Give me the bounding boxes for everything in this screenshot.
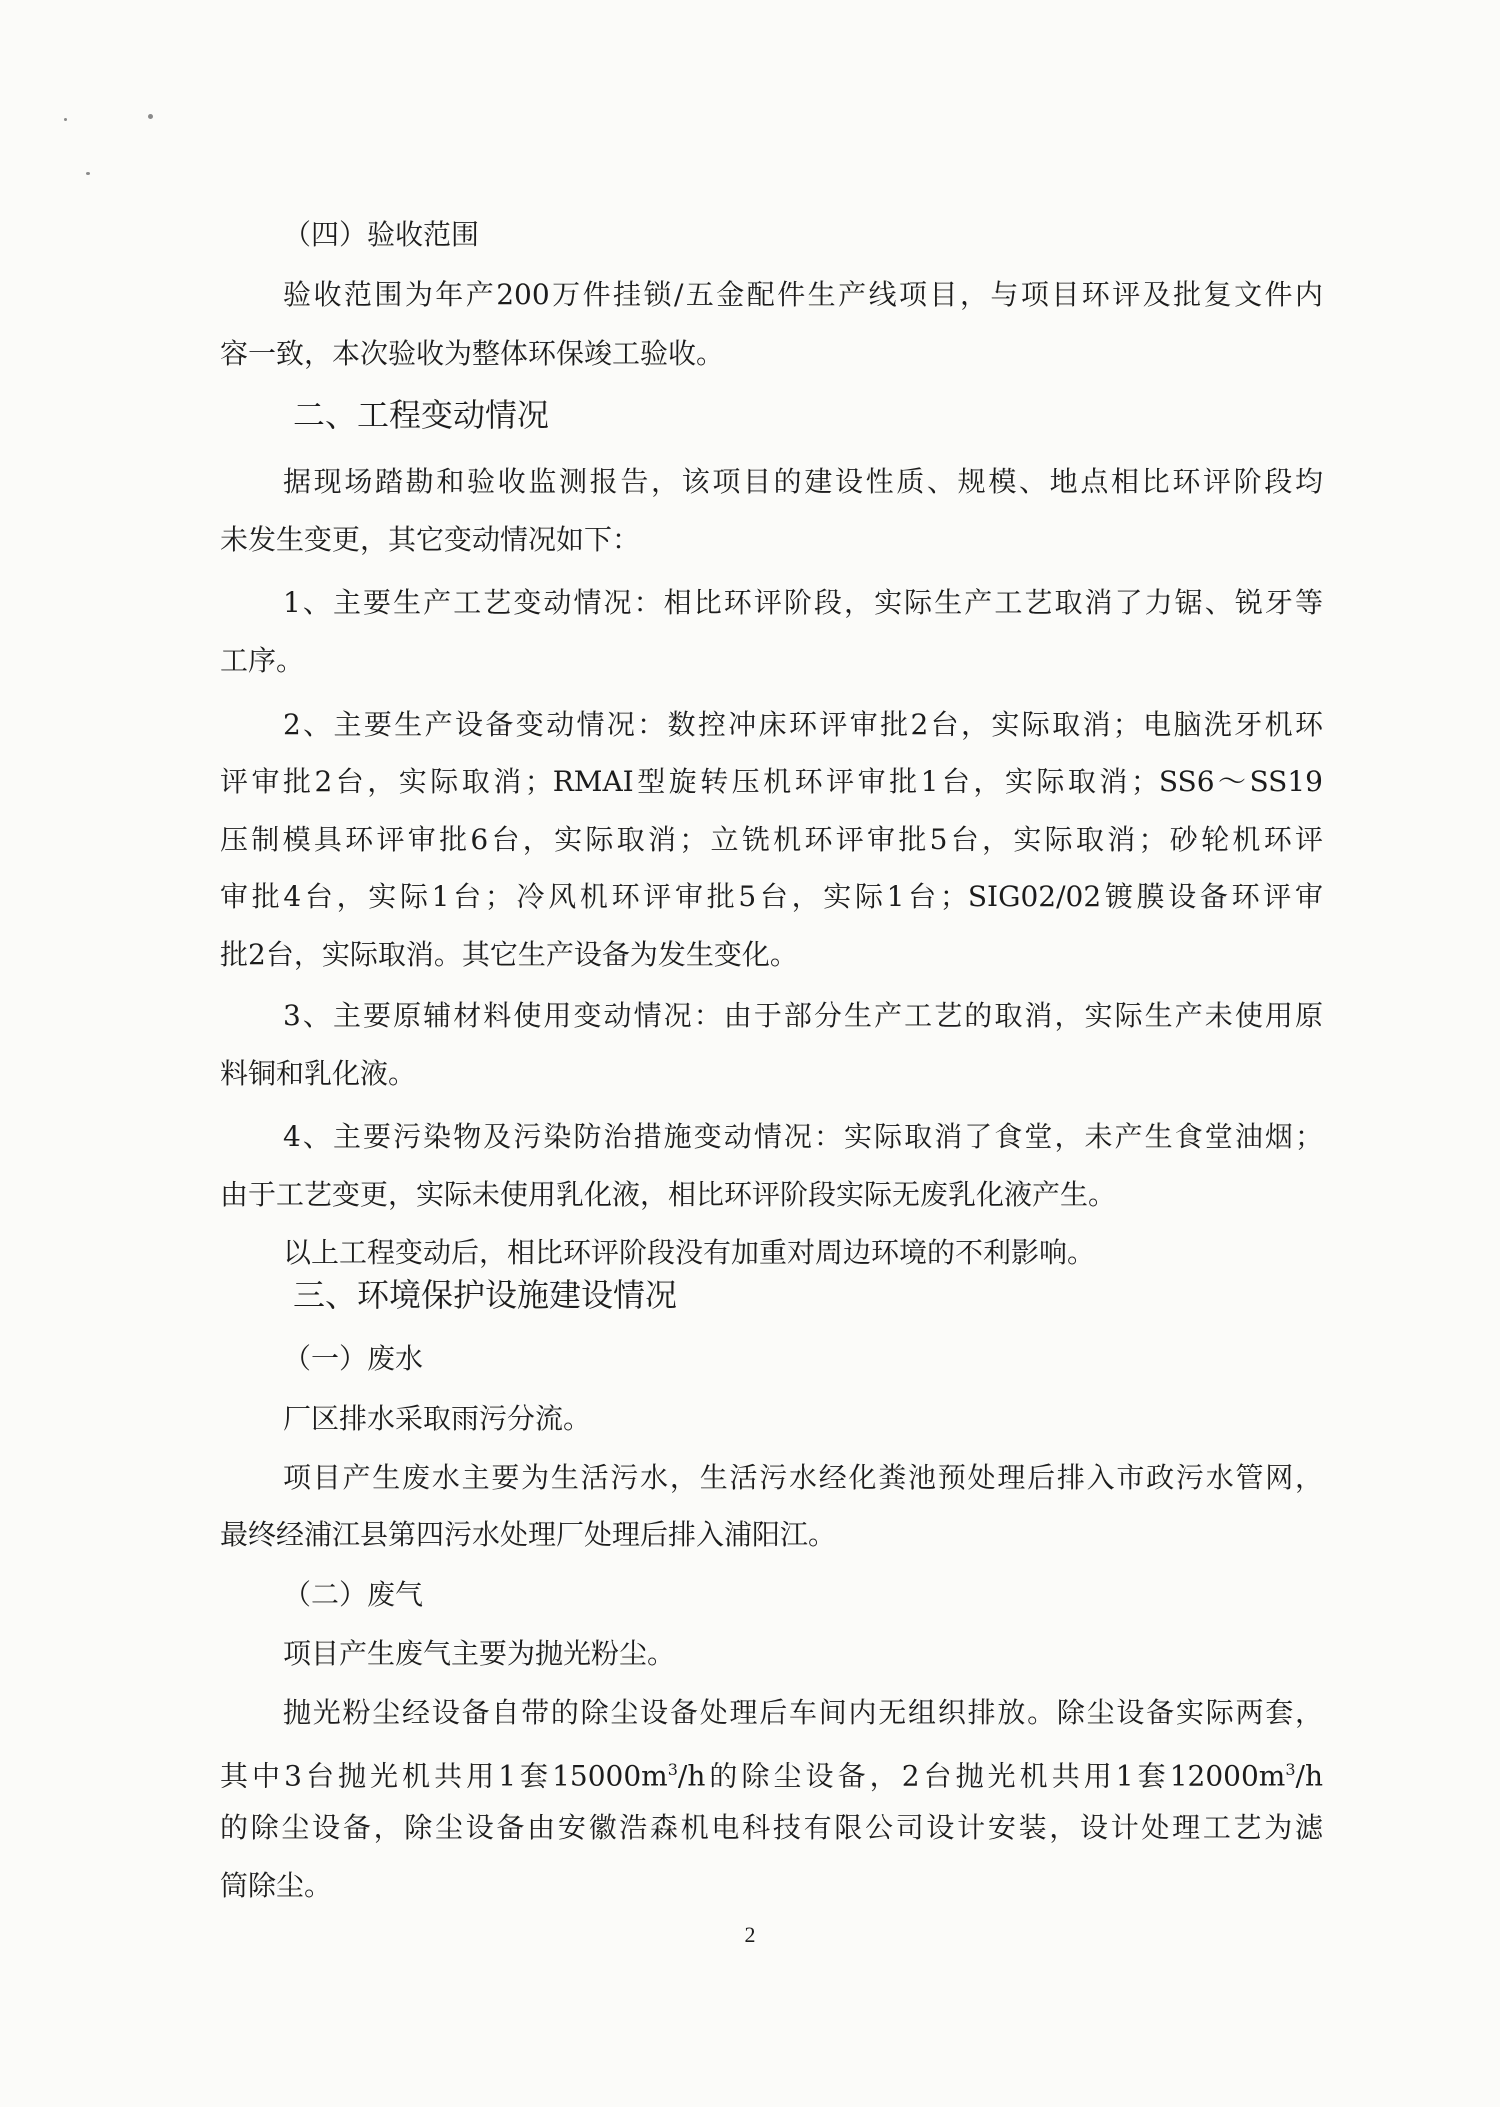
chapter-title: 二、工程变动情况 xyxy=(293,396,550,434)
list-item-line: 2、主要生产设备变动情况：数控冲床环评审批2台，实际取消；电脑洗牙机环 xyxy=(283,708,1323,741)
section-heading: （一）废水 xyxy=(283,1342,424,1375)
paragraph-line: 验收范围为年产200万件挂锁/五金配件生产线项目，与项目环评及批复文件内 xyxy=(283,278,1323,311)
section-heading: （二）废气 xyxy=(283,1578,424,1611)
list-item-line: 1、主要生产工艺变动情况：相比环评阶段，实际生产工艺取消了力锯、锐牙等 xyxy=(283,586,1323,619)
text-run: 其中3台抛光机共用1套15000m xyxy=(220,1759,668,1793)
paragraph-line: 项目产生废气主要为抛光粉尘。 xyxy=(283,1637,676,1670)
list-item-line: 工序。 xyxy=(220,644,305,677)
page-number: 2 xyxy=(744,1922,756,1947)
list-item-line: 4、主要污染物及污染防治措施变动情况：实际取消了食堂，未产生食堂油烟； xyxy=(283,1120,1323,1153)
paragraph-line: 未发生变更，其它变动情况如下： xyxy=(220,523,641,556)
list-item-line: 审批4台，实际1台；冷风机环评审批5台，实际1台；SIG02/02镀膜设备环评审 xyxy=(220,880,1323,913)
list-item-line: 由于工艺变更，实际未使用乳化液，相比环评阶段实际无废乳化液产生。 xyxy=(220,1178,1117,1211)
list-item-line: 压制模具环评审批6台，实际取消；立铣机环评审批5台，实际取消；砂轮机环评 xyxy=(220,823,1323,856)
paragraph-line: 厂区排水采取雨污分流。 xyxy=(283,1402,592,1435)
text-run: /h的除尘设备，2台抛光机共用1套12000m xyxy=(677,1759,1286,1793)
paragraph-line: 筒除尘。 xyxy=(220,1869,333,1902)
scan-speck xyxy=(148,114,153,119)
scan-speck xyxy=(86,172,90,175)
superscript: 3 xyxy=(1285,1760,1296,1779)
list-item-line: 批2台，实际取消。其它生产设备为发生变化。 xyxy=(220,938,798,971)
paragraph-line: 容一致，本次验收为整体环保竣工验收。 xyxy=(220,337,725,370)
section-heading: （四）验收范围 xyxy=(283,218,480,251)
scan-speck xyxy=(64,118,67,121)
paragraph-line: 抛光粉尘经设备自带的除尘设备处理后车间内无组织排放。除尘设备实际两套， xyxy=(283,1696,1323,1729)
text-run: /h xyxy=(1295,1759,1323,1793)
paragraph-line: 最终经浦江县第四污水处理厂处理后排入浦阳江。 xyxy=(220,1518,837,1551)
list-item-line: 料铜和乳化液。 xyxy=(220,1057,417,1090)
paragraph-line: 据现场踏勘和验收监测报告，该项目的建设性质、规模、地点相比环评阶段均 xyxy=(283,465,1323,498)
superscript: 3 xyxy=(667,1760,678,1779)
paragraph-line: 项目产生废水主要为生活污水，生活污水经化粪池预处理后排入市政污水管网， xyxy=(283,1461,1323,1494)
list-item-line: 3、主要原辅材料使用变动情况：由于部分生产工艺的取消，实际生产未使用原 xyxy=(283,999,1323,1032)
list-item-line: 评审批2台，实际取消；RMAI型旋转压机环评审批1台，实际取消；SS6～SS19 xyxy=(220,765,1323,798)
paragraph-line xyxy=(220,1750,1323,1796)
paragraph-line: 以上工程变动后，相比环评阶段没有加重对周边环境的不利影响。 xyxy=(283,1236,1096,1269)
chapter-title: 三、环境保护设施建设情况 xyxy=(293,1276,678,1314)
paragraph-line: 的除尘设备，除尘设备由安徽浩森机电科技有限公司设计安装，设计处理工艺为滤 xyxy=(220,1811,1323,1844)
